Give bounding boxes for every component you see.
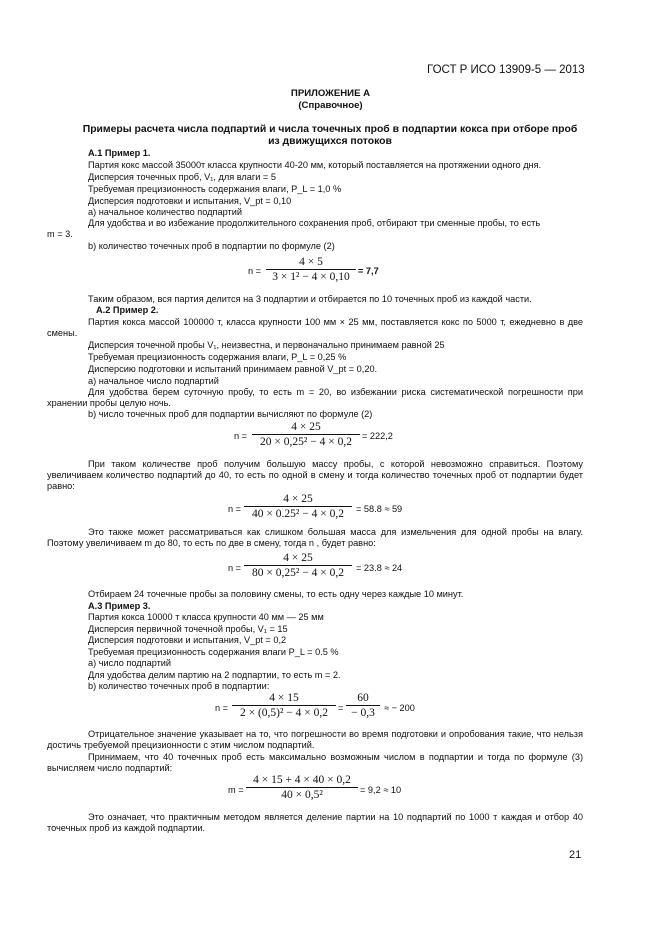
formula-denominator: 40 × 0,5² <box>281 789 323 801</box>
paragraph-text: Для удобства берем суточную пробу, то есть m = 20, во избежании риска систематической погрешности при хранении пробы целую ночь. <box>47 387 583 408</box>
example2-line: Отбираем 24 точечные пробы за половину смены, то есть одну через каждые 10 минут. <box>88 589 464 599</box>
example2-line: а) начальное число подпартий <box>88 376 219 386</box>
formula-numerator: 4 × 25 <box>244 493 352 507</box>
example3-paragraph <box>47 812 583 834</box>
formula-numerator: 4 × 25 <box>252 421 360 435</box>
paragraph-text: Это также может рассматриваться как слишком большая масса для измельчения для одной пробы на влагу. Поэтому увеличиваем m до 80, то есть по две в смену, тогда n , будет равно: <box>47 527 583 548</box>
paragraph-text: Это означает, что практичным методом является деление партии на 10 подпартий по 1000 т каждая и отбор 40 точечных проб из каждой подпартии. <box>47 812 583 833</box>
example2-paragraph <box>47 527 583 549</box>
example3-line: а) число подпартий <box>88 658 172 668</box>
example1-line: Дисперсия подготовки и испытания, V_pt = 0,10 <box>88 196 292 206</box>
formula-result: ≈ − 200 <box>384 703 415 713</box>
formula-lhs: n = <box>215 703 229 713</box>
example2-line: Требуемая прецизионность содержания влаги, P_L = 0,25 % <box>88 352 347 362</box>
formula-fraction <box>252 421 360 448</box>
appendix-title: ПРИЛОЖЕНИЕ А <box>290 88 371 99</box>
formula-equals: = <box>338 703 344 713</box>
formula-denominator: 3 × 1² − 4 × 0,10 <box>272 271 350 283</box>
formula-fraction <box>244 493 352 520</box>
formula-denominator: 40 × 0.25² − 4 × 0,2 <box>252 508 344 520</box>
example3-paragraph <box>47 729 583 751</box>
formula-result: = 222,2 <box>362 431 393 441</box>
example3-line: Требуемая прецизионность содержания влаги P_L = 0.5 % <box>88 647 339 657</box>
example3-line: b) количество точечных проб в подпартии: <box>88 681 270 691</box>
example2-heading: А.2 Пример 2. <box>96 305 159 315</box>
example2-line: b) число точечных проб для подпартии вычисляют по формуле (2) <box>88 409 373 419</box>
example3-line: Дисперсия подготовки и испытания, V_pt = 0,2 <box>88 635 287 645</box>
example1-line: b) количество точечных проб в подпартии по формуле (2) <box>88 241 335 251</box>
example1-line: Дисперсия точечных проб, V₁, для влаги = 5 <box>88 172 276 182</box>
document-id: ГОСТ Р ИСО 13909-5 — 2013 <box>427 64 585 76</box>
paragraph-text: Отрицательное значение указывает на то, что погрешности во время подготовки и опробования такие, что нельзя достичь требуемой прецизионности с этим числом подпартий. <box>47 729 583 750</box>
formula-numerator: 4 × 15 + 4 × 40 × 0,2 <box>246 774 358 788</box>
example1-line: Партия кокс массой 35000т класса крупности 40-20 мм, который поставляется на протяжении одного дня. <box>88 160 542 170</box>
example1-line: Таким образом, вся партия делится на 3 подпартии и отбирается по 10 точечных проб из каждой части. <box>88 294 532 304</box>
formula-fraction <box>246 774 358 801</box>
example2-paragraph <box>47 459 583 492</box>
example3-line: Для удобства делим партию на 2 подпартии, то есть m = 2. <box>88 670 341 680</box>
example3-heading: А.3 Пример 3. <box>88 601 151 611</box>
example2-line: Дисперсия точечной пробы V₁, неизвестна, и первоначально принимаем равной 25 <box>88 340 445 350</box>
section-title-line2: из движущихся потоков <box>268 136 392 147</box>
paragraph-text: При таком количестве проб получим большую массу пробы, с которой невозможно справиться. Поэтому увеличиваем количество подпартий до 40, то есть по одной в смену и тогда количество точечных проб от подпартии будет равно: <box>47 459 583 491</box>
formula-fraction <box>266 256 356 283</box>
formula-fraction <box>244 552 352 579</box>
example1-line: m = 3. <box>47 229 73 239</box>
paragraph-text: Партия кокса массой 100000 т, класса крупности 100 мм × 25 мм, поставляется кокс по 5000 т, ежедневно в две смены. <box>47 317 583 338</box>
formula-denominator: − 0,3 <box>351 707 375 719</box>
formula-lhs: n = <box>248 266 262 276</box>
formula-denominator: 20 × 0,25² − 4 × 0,2 <box>260 436 352 448</box>
example3-line: Партия кокса 10000 т класса крупности 40 мм — 25 мм <box>88 612 324 622</box>
appendix-note: (Справочное) <box>298 100 363 111</box>
formula-fraction <box>232 692 336 719</box>
formula-lhs: n = <box>228 563 242 573</box>
formula-lhs: n = <box>234 431 248 441</box>
formula-lhs: m = <box>228 785 244 795</box>
formula-numerator: 4 × 25 <box>244 552 352 566</box>
example1-line: Для удобства и во избежание продолжительного сохранения проб, отбирают три сменные пробы, то есть <box>88 218 541 228</box>
example1-line: Требуемая прецизионность содержания влаги, P_L = 1,0 % <box>88 184 342 194</box>
example2-line: Дисперсию подготовки и испытаний принимаем равной V_pt = 0,20. <box>88 364 378 374</box>
formula-result: = 23.8 ≈ 24 <box>356 563 403 573</box>
formula-numerator: 4 × 15 <box>232 692 336 706</box>
formula-fraction <box>346 692 380 719</box>
formula-denominator: 2 × (0,5)² − 4 × 0,2 <box>239 707 329 719</box>
formula-numerator: 60 <box>346 692 380 706</box>
section-title-line1: Примеры расчета числа подпартий и числа точечных проб в подпартии кокса при отборе проб <box>82 124 578 135</box>
formula-result: = 58.8 ≈ 59 <box>356 504 403 514</box>
page-number: 21 <box>569 849 582 861</box>
example2-paragraph <box>47 387 583 409</box>
example3-paragraph <box>47 752 583 774</box>
example2-paragraph <box>47 317 583 339</box>
example1-heading: А.1 Пример 1. <box>88 148 151 158</box>
example3-line: Дисперсия первичной точечной пробы, V₁ = 15 <box>88 624 288 634</box>
paragraph-text: Принимаем, что 40 точечных проб есть максимально возможным числом в подпартии и тогда по формуле (3) вычисляем число подпартий: <box>47 752 583 773</box>
formula-result: = 9,2 ≈ 10 <box>360 785 402 795</box>
example1-line: а) начальное количество подпартий <box>88 207 242 217</box>
formula-result: = 7,7 <box>358 266 379 276</box>
formula-numerator: 4 × 5 <box>266 256 356 270</box>
formula-lhs: n = <box>228 504 242 514</box>
formula-denominator: 80 × 0,25² − 4 × 0,2 <box>252 567 344 579</box>
